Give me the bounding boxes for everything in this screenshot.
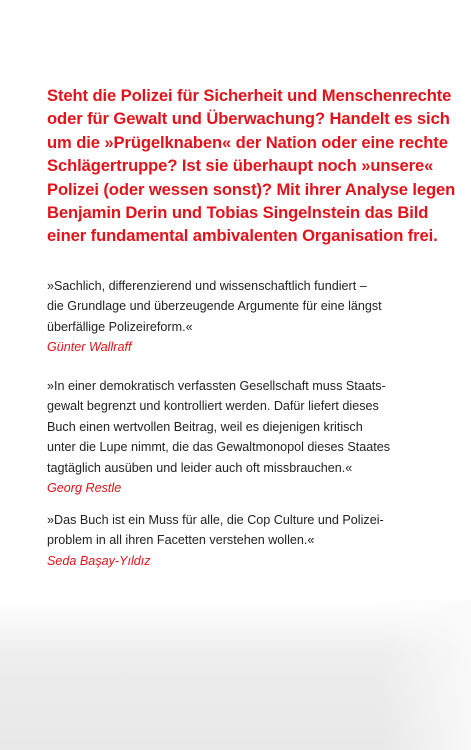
blurb-line: Schlägertruppe? Ist sie überhaupt noch »unsere« [47, 156, 434, 176]
review-quote-restle [47, 376, 447, 498]
blurb-line: Benjamin Derin und Tobias Singelnstein das Bild [47, 203, 429, 223]
quote-line: »Sachlich, differenzierend und wissenschaftlich fundiert – [47, 279, 367, 293]
blurb-line: einer fundamental ambivalenten Organisation frei. [47, 226, 438, 246]
page-bottom-shadow-highlight [380, 600, 471, 750]
blurb-line: Polizei (oder wessen sonst)? Mit ihrer Analyse legen [47, 179, 456, 199]
blurb-line: oder für Gewalt und Überwachung? Handelt es sich [47, 109, 450, 129]
review-quote-basay-yildiz [47, 510, 447, 571]
blurb-text [47, 84, 456, 248]
quote-author: Seda Başay-Yıldız [47, 553, 151, 568]
review-quote-wallraff [47, 276, 447, 358]
quote-line: »In einer demokratisch verfassten Gesellschaft muss Staats- [47, 379, 386, 393]
quote-author: Günter Wallraff [47, 340, 132, 355]
quote-line: überfällige Polizeireform.« [47, 319, 193, 334]
quote-line: gewalt begrenzt und kontrolliert werden. Dafür liefert dieses [47, 399, 379, 414]
quote-line: »Das Buch ist ein Muss für alle, die Cop Culture und Polizei- [47, 513, 384, 527]
quote-line: problem in all ihren Facetten verstehen wollen.« [47, 533, 315, 548]
quote-line: die Grundlage und überzeugende Argumente für eine längst [47, 299, 382, 314]
quote-line: unter die Lupe nimmt, die das Gewaltmonopol dieses Staates [47, 440, 391, 455]
quote-author: Georg Restle [47, 481, 122, 496]
quote-line: Buch einen wertvollen Beitrag, weil es diejenigen kritisch [47, 419, 363, 434]
quote-line: tagtäglich ausüben und leider auch oft missbrauchen.« [47, 460, 353, 475]
blurb-line: Steht die Polizei für Sicherheit und Menschenrechte [47, 86, 452, 105]
blurb-line: um die »Prügelknaben« der Nation oder eine rechte [47, 132, 448, 152]
